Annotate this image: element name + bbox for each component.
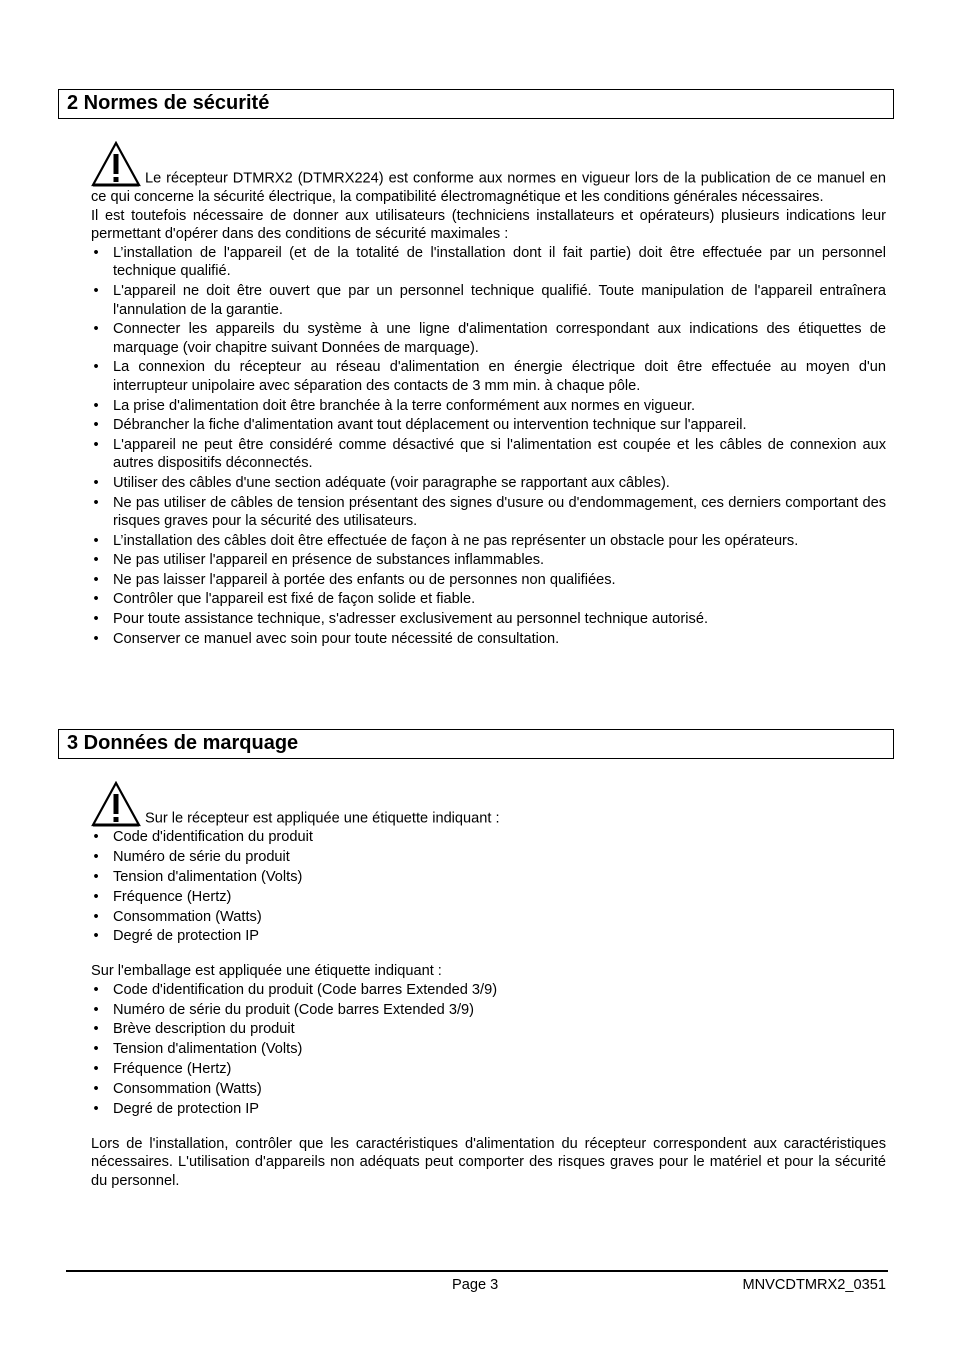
list-item [91,320,886,357]
list-item-text: Utiliser des câbles d'une section adéquate (voir paragraphe se rapportant aux câbles). [113,474,670,491]
section-3-body [91,781,886,1190]
list-item [91,868,886,887]
list-item [91,416,886,435]
bullet-icon: • [93,848,99,865]
list-item [91,1001,886,1020]
packaging-label-list [91,981,886,1119]
bullet-icon: • [93,436,99,453]
page-number: Page 3 [452,1277,499,1293]
warning-icon [91,141,141,187]
safety-list [91,244,886,648]
list-item-text: Débrancher la fiche d'alimentation avant tout déplacement ou intervention technique sur l'appareil. [113,417,747,434]
bullet-icon: • [93,417,99,434]
bullet-icon: • [93,552,99,569]
list-item-text: Pour toute assistance technique, s'adresser exclusivement au personnel technique autorisé. [113,611,708,628]
list-item [91,358,886,395]
warning-icon [91,781,141,827]
product-label-list [91,828,886,946]
list-item [91,551,886,570]
list-item [91,474,886,493]
list-item-text: Connecter les appareils du système à une ligne d'alimentation correspondant aux indications des étiquettes de marquage (voir chapitre suivant Données de marquage). [113,321,886,356]
list-item [91,397,886,416]
list-item-text: Degré de protection IP [113,1100,260,1117]
list-item [91,494,886,531]
section-2-body [91,141,886,649]
bullet-icon: • [93,474,99,491]
list-item [91,927,886,946]
document-code: MNVCDTMRX2_0351 [742,1277,886,1293]
section-2-intro-text: Le récepteur DTMRX2 (DTMRX224) est conforme aux normes en vigueur lors de la publication de ce manuel en ce qui concerne la sécurité électrique, la compatibilité électromagnétique et les conditions générales nécessaires. [91,170,886,205]
list-item [91,1040,886,1059]
list-item-text: Contrôler que l'appareil est fixé de façon solide et fiable. [113,591,476,608]
bullet-icon: • [93,359,99,376]
list-item-text: Consommation (Watts) [113,1081,262,1098]
list-item-text: Fréquence (Hertz) [113,1061,232,1078]
bullet-icon: • [93,1021,99,1038]
bullet-icon: • [93,611,99,628]
list-item [91,908,886,927]
list-item [91,282,886,319]
bullet-icon: • [93,532,99,549]
footer-rule [66,1270,888,1272]
list-item [91,244,886,281]
bullet-icon: • [93,981,99,998]
list-item-text: La connexion du récepteur au réseau d'alimentation en énergie électrique doit être effectuée au moyen d'un interrupteur unipolaire avec séparation des contacts de 3 mm min. à chaque pôle. [113,359,886,394]
list-item-text: Ne pas laisser l'appareil à portée des enfants ou de personnes non qualifiées. [113,571,616,588]
bullet-icon: • [93,630,99,647]
bullet-icon: • [93,397,99,414]
list-item [91,848,886,867]
list-item [91,532,886,551]
list-item-text: Numéro de série du produit [113,848,290,865]
list-item-text: Brève description du produit [113,1021,295,1038]
list-item [91,1080,886,1099]
bullet-icon: • [93,494,99,511]
list-item-text: L'appareil ne doit être ouvert que par un personnel technique qualifié. Toute manipulation de l'appareil entraînera l'annulation de la garantie. [113,282,886,318]
list-item-text: Code d'identification du produit [113,829,313,845]
list-item-text: Tension d'alimentation (Volts) [113,1041,303,1058]
bullet-icon: • [93,282,99,299]
list-item [91,436,886,473]
list-item-text: Degré de protection IP [113,928,260,945]
list-item-text: Consommation (Watts) [113,908,262,925]
bullet-icon: • [93,829,99,845]
list-item-text: Fréquence (Hertz) [113,888,232,905]
bullet-icon: • [93,244,99,261]
list-item-text: Code d'identification du produit (Code barres Extended 3/9) [113,981,498,998]
list-item-text: L'appareil ne peut être considéré comme désactivé que si l'alimentation est coupée et les câbles de connexion aux autres dispositifs déconnectés. [113,436,886,472]
bullet-icon: • [93,1041,99,1058]
section-3-intro [91,781,886,828]
list-item [91,981,886,1000]
list-item [91,888,886,907]
bullet-icon: • [93,868,99,885]
section-3-intro-2: Sur l'emballage est appliquée une étiquette indiquant : [91,963,442,980]
bullet-icon: • [93,928,99,945]
list-item [91,630,886,649]
list-item-text: Tension d'alimentation (Volts) [113,868,303,885]
list-item [91,1060,886,1079]
section-3-closing: Lors de l'installation, contrôler que les caractéristiques d'alimentation du récepteur correspondent aux caractéristiques nécessaires. L'utilisation d'appareils non adéquats peut comporter des risques graves pour le matériel et pour la sécurité du personnel. [91,1135,886,1189]
list-item-text: L’installation de l'appareil (et de la totalité de l'installation dont il fait partie) doit être effectuée par un personnel technique qualifié. [113,244,886,280]
list-item [91,1020,886,1039]
list-item-text: L’installation des câbles doit être effectuée de façon à ne pas représenter un obstacle pour les opérateurs. [113,532,799,549]
section-3-heading: 3 Données de marquage [58,729,894,759]
section-3-intro-text: Sur le récepteur est appliquée une étiquette indiquant : [145,810,500,827]
list-item [91,1100,886,1119]
bullet-icon: • [93,571,99,588]
list-item [91,571,886,590]
list-item-text: Ne pas utiliser de câbles de tension présentant des signes d'usure ou d'endommagement, ces derniers comportant des risques graves pour la sécurité des utilisateurs. [113,494,886,530]
bullet-icon: • [93,1100,99,1117]
list-item [91,610,886,629]
bullet-icon: • [93,1081,99,1098]
list-item-text: Numéro de série du produit (Code barres Extended 3/9) [113,1001,474,1018]
list-item [91,828,886,847]
bullet-icon: • [93,1001,99,1018]
section-2-intro [91,141,886,207]
list-item-text: Conserver ce manuel avec soin pour toute nécessité de consultation. [113,630,560,647]
list-item [91,590,886,609]
bullet-icon: • [93,908,99,925]
bullet-icon: • [93,888,99,905]
bullet-icon: • [93,591,99,608]
list-item-text: Ne pas utiliser l'appareil en présence de substances inflammables. [113,552,545,569]
bullet-icon: • [93,1061,99,1078]
list-item-text: La prise d'alimentation doit être branchée à la terre conformément aux normes en vigueur. [113,397,695,414]
bullet-icon: • [93,321,99,338]
section-2-heading: 2 Normes de sécurité [58,89,894,119]
section-2-intro-2: Il est toutefois nécessaire de donner aux utilisateurs (techniciens installateurs et opérateurs) plusieurs indications leur permettant d'opérer dans des conditions de sécurité maximales : [91,207,886,243]
